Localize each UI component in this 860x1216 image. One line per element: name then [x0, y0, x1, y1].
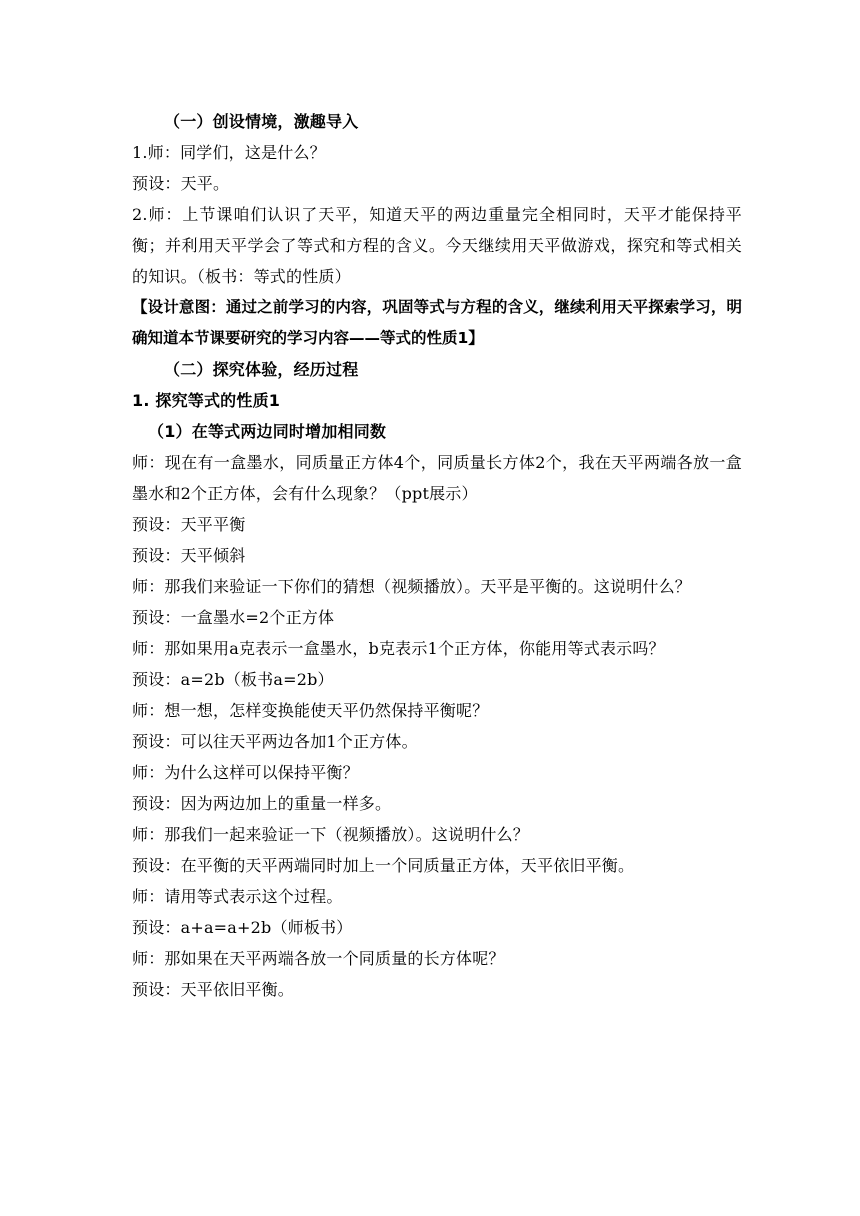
teacher-line: 师：为什么这样可以保持平衡？ [132, 763, 359, 782]
preset-line: 预设：在平衡的天平两端同时加上一个同质量正方体，天平依旧平衡。 [132, 856, 635, 875]
paragraph-q2: 2.师：上节课咱们认识了天平，知道天平的两边重量完全相同时，天平才能保持平衡；并利用天平学会了等式和方程的含义。今天继续用天平做游戏，探究和等式相关的知识。（板书：等式的性质） [132, 205, 742, 286]
subsection-heading-1-1: （1）在等式两边同时增加相同数 [148, 422, 387, 441]
preset-line: 预设：可以往天平两边各加1个正方体。 [132, 732, 418, 751]
teacher-line: 师：那我们一起来验证一下（视频播放）。这说明什么？ [132, 825, 530, 844]
teacher-line: 师：那如果用a克表示一盒墨水，b克表示1个正方体，你能用等式表示吗？ [132, 639, 665, 658]
section-heading-1: （一）创设情境，激趣导入 [164, 112, 359, 131]
preset-line: 预设：天平依旧平衡。 [132, 980, 295, 999]
preset-line: 预设：天平平衡 [132, 515, 246, 534]
preset-line: 预设：a+a=a+2b（师板书） [132, 918, 353, 937]
teacher-line: 师：想一想，怎样变换能使天平仍然保持平衡呢？ [132, 701, 489, 720]
document-body [132, 106, 742, 1005]
subsection-heading-1: 1. 探究等式的性质1 [132, 391, 281, 410]
preset-line: 预设：因为两边加上的重量一样多。 [132, 794, 392, 813]
design-intent-note: 【设计意图：通过之前学习的内容，巩固等式与方程的含义，继续利用天平探索学习，明确知道本节课要研究的学习内容——等式的性质1】 [132, 298, 742, 347]
preset-line: 预设：天平倾斜 [132, 546, 246, 565]
teacher-line: 师：现在有一盒墨水，同质量正方体4个，同质量长方体2个，我在天平两端各放一盒墨水和2个正方体，会有什么现象？（ppt展示） [132, 453, 742, 503]
teacher-line: 师：那我们来验证一下你们的猜想（视频播放）。天平是平衡的。这说明什么？ [132, 577, 692, 596]
teacher-line: 师：那如果在天平两端各放一个同质量的长方体呢？ [132, 949, 505, 968]
section-heading-2: （二）探究体验，经历过程 [164, 360, 359, 379]
preset-line: 预设：一盒墨水=2个正方体 [132, 608, 335, 627]
preset-line: 预设：a=2b（板书a=2b） [132, 670, 334, 689]
teacher-line: 师：请用等式表示这个过程。 [132, 887, 343, 906]
paragraph-a1: 预设：天平。 [132, 174, 230, 193]
paragraph-q1: 1.师：同学们，这是什么？ [132, 143, 326, 162]
